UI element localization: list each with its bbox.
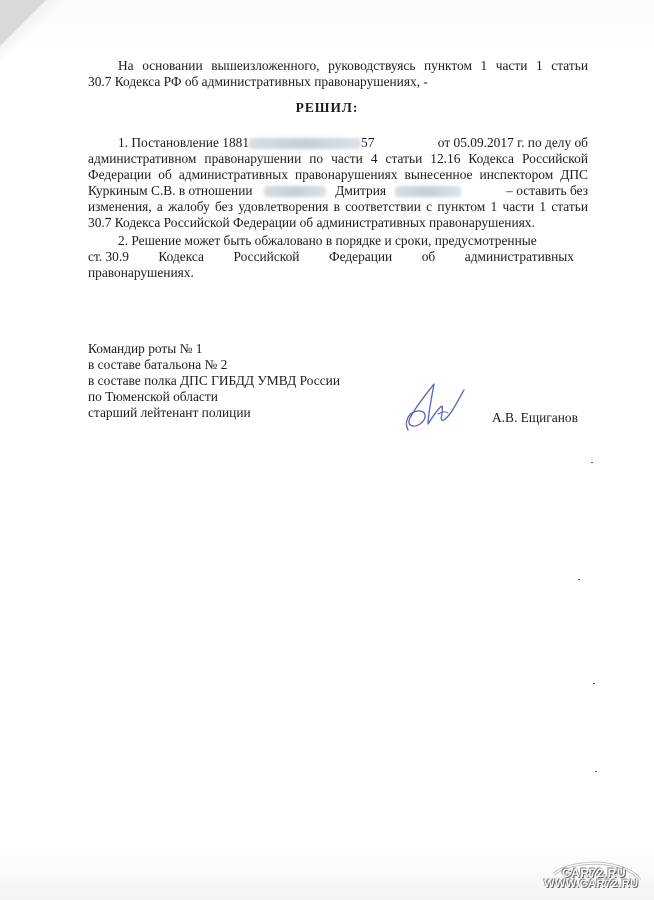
first-name-text: Дмитрия bbox=[335, 183, 387, 198]
signatory-name: А.В. Ещиганов bbox=[492, 410, 578, 425]
redacted-patronymic bbox=[395, 186, 461, 197]
item1-line-2: административном правонарушении по части 4 статьи 12.16 Кодекса Российской bbox=[88, 151, 588, 166]
redacted-surname bbox=[264, 186, 326, 197]
signatory-position-line: Командир роты № 1 bbox=[88, 341, 203, 356]
item2-line-3: правонарушениях. bbox=[88, 265, 194, 280]
item2-line-1: 2. Решение может быть обжаловано в порядке и сроки, предусмотренные bbox=[118, 233, 537, 248]
folded-corner bbox=[0, 0, 46, 46]
item1-line-6: 30.7 Кодекса Российской Федерации об административных правонарушениях. bbox=[88, 215, 535, 230]
resolution-number-start: 1. Постановление 1881 bbox=[118, 135, 250, 150]
item1-line-3: Федерации об административных правонарушениях вынесенное инспектором ДПС bbox=[88, 167, 588, 182]
decision-heading: РЕШИЛ: bbox=[295, 100, 359, 115]
resolution-date-text: от 05.09.2017 г. по делу об bbox=[437, 135, 588, 150]
handwritten-signature bbox=[398, 378, 478, 438]
watermark-text-secondary: WWW.CAR72.RU bbox=[544, 878, 639, 890]
site-watermark bbox=[536, 854, 646, 894]
signatory-position-line: в составе полка ДПС ГИБДД УМВД России bbox=[88, 373, 340, 388]
preamble-line-1: На основании вышеизложенного, руководствуясь пунктом 1 части 1 статьи bbox=[118, 58, 588, 73]
watermark-text: CAR72.RU bbox=[562, 866, 627, 880]
item1-line-1 bbox=[118, 135, 588, 151]
scan-speck bbox=[595, 771, 597, 772]
inspector-text: Куркиным С.В. в отношении bbox=[88, 183, 253, 198]
item1-line-5: изменения, а жалобу без удовлетворения в соответствии с пунктом 1 части 1 статьи bbox=[88, 199, 588, 214]
item1-line-4 bbox=[88, 183, 588, 199]
signatory-position-line: старший лейтенант полиции bbox=[88, 405, 251, 420]
item2-line-2: ст. 30.9 Кодекса Российской Федерации об административных bbox=[88, 249, 574, 264]
signatory-position-line: по Тюменской области bbox=[88, 389, 218, 404]
scan-speck bbox=[591, 462, 593, 463]
redacted-resolution-number bbox=[249, 138, 361, 149]
leave-unchanged-text: – оставить без bbox=[506, 183, 588, 198]
resolution-number-end: 57 bbox=[361, 135, 375, 150]
preamble-line-2: 30.7 Кодекса РФ об административных правонарушениях, - bbox=[88, 74, 428, 89]
scan-speck bbox=[578, 579, 580, 580]
signatory-position-line: в составе батальона № 2 bbox=[88, 357, 228, 372]
scan-speck bbox=[593, 683, 595, 684]
